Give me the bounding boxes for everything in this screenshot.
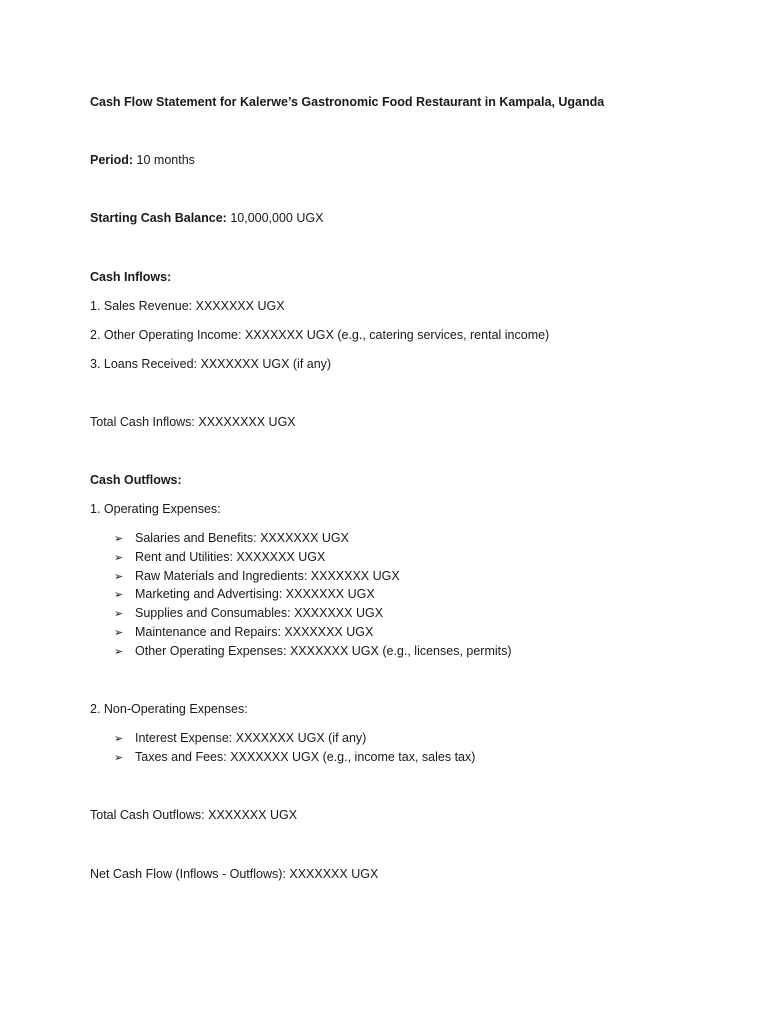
list-item [114, 624, 373, 641]
inflow-item: 2. Other Operating Income: XXXXXXX UGX (e.g., catering services, rental income) [90, 328, 550, 342]
arrow-bullet-icon: ➢ [114, 752, 124, 764]
list-item-text: Interest Expense: XXXXXXX UGX (if any) [135, 731, 367, 745]
inflow-item: 1. Sales Revenue: XXXXXXX UGX [90, 299, 285, 313]
period-line [90, 152, 195, 168]
arrow-bullet-icon: ➢ [114, 608, 124, 620]
list-item [114, 643, 512, 660]
list-item [114, 749, 475, 766]
arrow-bullet-icon: ➢ [114, 733, 124, 745]
arrow-bullet-icon: ➢ [114, 627, 124, 639]
outflows-heading: Cash Outflows: [90, 473, 182, 487]
arrow-bullet-icon: ➢ [114, 571, 124, 583]
starting-balance-value: 10,000,000 UGX [230, 211, 324, 225]
list-item [114, 605, 383, 622]
operating-expenses-heading: 1. Operating Expenses: [90, 502, 221, 516]
inflows-heading: Cash Inflows: [90, 270, 172, 284]
non-operating-expenses-heading: 2. Non-Operating Expenses: [90, 702, 248, 716]
inflow-item: 3. Loans Received: XXXXXXX UGX (if any) [90, 357, 332, 371]
list-item [114, 549, 325, 566]
period-value: 10 months [136, 153, 195, 167]
list-item [114, 586, 375, 603]
list-item-text: Other Operating Expenses: XXXXXXX UGX (e.g., licenses, permits) [135, 644, 512, 658]
list-item-text: Raw Materials and Ingredients: XXXXXXX UGX [135, 569, 400, 583]
list-item-text: Salaries and Benefits: XXXXXXX UGX [135, 531, 349, 545]
period-label: Period: [90, 153, 134, 167]
list-item [114, 530, 349, 547]
total-outflows: Total Cash Outflows: XXXXXXX UGX [90, 808, 298, 822]
arrow-bullet-icon: ➢ [114, 552, 124, 564]
starting-balance-label: Starting Cash Balance: [90, 211, 227, 225]
list-item-text: Marketing and Advertising: XXXXXXX UGX [135, 587, 375, 601]
arrow-bullet-icon: ➢ [114, 533, 124, 545]
arrow-bullet-icon: ➢ [114, 646, 124, 658]
list-item-text: Taxes and Fees: XXXXXXX UGX (e.g., income tax, sales tax) [135, 750, 476, 764]
net-cash-flow: Net Cash Flow (Inflows - Outflows): XXXXXXX UGX [90, 867, 379, 881]
arrow-bullet-icon: ➢ [114, 589, 124, 601]
list-item [114, 568, 400, 585]
starting-balance-line [90, 210, 323, 226]
list-item [114, 730, 366, 747]
list-item-text: Rent and Utilities: XXXXXXX UGX [135, 550, 326, 564]
list-item-text: Maintenance and Repairs: XXXXXXX UGX [135, 625, 374, 639]
document-title: Cash Flow Statement for Kalerwe’s Gastronomic Food Restaurant in Kampala, Uganda [90, 95, 605, 109]
list-item-text: Supplies and Consumables: XXXXXXX UGX [135, 606, 384, 620]
total-inflows: Total Cash Inflows: XXXXXXXX UGX [90, 415, 296, 429]
